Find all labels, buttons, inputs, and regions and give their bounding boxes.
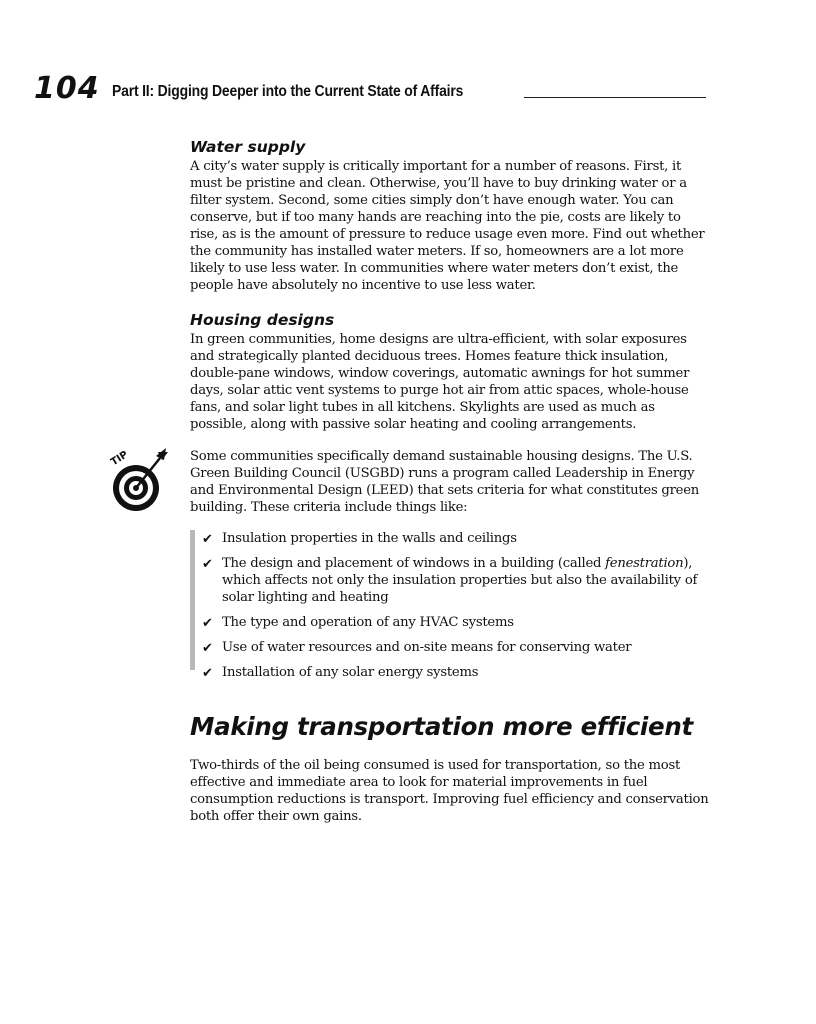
check-icon: ✔ bbox=[202, 666, 213, 681]
section-housing-designs bbox=[190, 309, 710, 433]
list-item bbox=[190, 530, 710, 547]
running-head: Part II: Digging Deeper into the Current State of Affairs bbox=[112, 83, 464, 100]
section-water-supply bbox=[190, 136, 710, 294]
tip-label: TIP bbox=[109, 449, 131, 469]
list-item-text: Insulation properties in the walls and ceilings bbox=[222, 531, 517, 546]
check-icon: ✔ bbox=[202, 532, 213, 547]
page-header bbox=[34, 72, 706, 106]
heading-water-supply: Water supply bbox=[190, 138, 306, 156]
list-item bbox=[190, 639, 710, 656]
heading-transportation: Making transportation more efficient bbox=[190, 712, 693, 741]
list-item bbox=[190, 614, 710, 631]
list-item bbox=[190, 664, 710, 681]
check-icon: ✔ bbox=[202, 616, 213, 631]
term-fenestration: fenestration bbox=[605, 556, 684, 571]
list-item-text-before: The design and placement of windows in a building (called bbox=[222, 556, 606, 571]
list-item-text: Use of water resources and on-site means for conserving water bbox=[222, 640, 632, 655]
list-item-text: The type and operation of any HVAC systems bbox=[222, 615, 514, 630]
paragraph-water-supply: A city’s water supply is critically important for a number of reasons. First, it must be pristine and clean. Otherwise, you’ll have to buy drinking water or a filter system. Second, some cities simply don’t have enough water. You can conserve, but if too many hands are reaching into the pie, costs are likely to rise, as is the amount of pressure to reduce usage even more. Find out whether the community has installed water meters. If so, homeowners are a lot more likely to use less water. In communities where water meters don’t exist, the people have absolutely no incentive to use less water. bbox=[190, 159, 705, 293]
page-number: 104 bbox=[34, 71, 100, 106]
list-item-text-after: ), which affects not only the insulation properties but also the availability of solar lighting and heating bbox=[222, 556, 698, 605]
target-dart-icon bbox=[106, 442, 170, 516]
tip-block bbox=[109, 448, 710, 516]
list-item bbox=[190, 555, 710, 606]
check-icon: ✔ bbox=[202, 557, 213, 572]
heading-housing-designs: Housing designs bbox=[190, 311, 335, 329]
header-rule bbox=[524, 97, 706, 98]
paragraph-tip: Some communities specifically demand sustainable housing designs. The U.S. Green Building Council (USGBD) runs a program called Leadership in Energy and Environmental Design (LEED) that sets criteria for what constitutes green building. These criteria include things like: bbox=[190, 449, 700, 515]
check-icon: ✔ bbox=[202, 641, 213, 656]
paragraph-housing-designs: In green communities, home designs are ultra-efficient, with solar exposures and strategically planted deciduous trees. Homes feature thick insulation, double-pane windows, window coverings, automatic awnings for hot summer days, solar attic vent systems to purge hot air from attic spaces, whole-house fans, and solar light tubes in all kitchens. Skylights are used as much as possible, along with passive solar heating and cooling arrangements. bbox=[190, 332, 690, 432]
criteria-list bbox=[190, 530, 710, 681]
paragraph-transportation: Two-thirds of the oil being consumed is used for transportation, so the most effective and immediate area to look for material improvements in fuel consumption reductions is transport. Improving fuel efficiency and conservation both offer their own gains. bbox=[190, 758, 709, 824]
page-body bbox=[109, 136, 710, 825]
list-item-text: Installation of any solar energy systems bbox=[222, 665, 479, 680]
